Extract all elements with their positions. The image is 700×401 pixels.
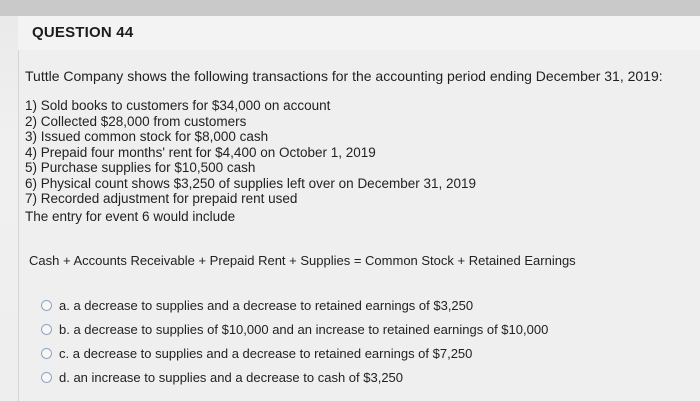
choice-d[interactable] — [41, 365, 681, 389]
top-band — [0, 0, 700, 16]
question-title: QUESTION 44 — [32, 24, 134, 41]
transaction-list — [25, 98, 476, 224]
question-header — [18, 16, 700, 51]
transaction-item: 5) Purchase supplies for $10,500 cash — [25, 160, 256, 175]
radio-button-d[interactable] — [41, 372, 52, 383]
transaction-item: 7) Recorded adjustment for prepaid rent used — [25, 191, 298, 206]
question-intro: Tuttle Company shows the following transactions for the accounting period ending December 31, 2019: — [25, 68, 663, 84]
radio-button-a[interactable] — [41, 300, 52, 311]
choice-c-label: c. a decrease to supplies and a decrease to retained earnings of $7,250 — [59, 345, 473, 361]
question-content — [18, 50, 700, 401]
radio-button-b[interactable] — [41, 324, 52, 335]
transaction-item: 4) Prepaid four months' rent for $4,400 on October 1, 2019 — [25, 144, 376, 160]
transaction-item: 2) Collected $28,000 from customers — [25, 113, 247, 129]
choice-b-label: b. a decrease to supplies of $10,000 and an increase to retained earnings of $10,000 — [59, 321, 549, 337]
choice-b[interactable] — [41, 317, 681, 341]
choice-d-label: d. an increase to supplies and a decrease to cash of $3,250 — [59, 369, 404, 385]
choice-c[interactable] — [41, 341, 681, 365]
transaction-item: 3) Issued common stock for $8,000 cash — [25, 129, 269, 144]
choice-a-label: a. a decrease to supplies and a decrease to retained earnings of $3,250 — [59, 297, 474, 313]
accounting-equation: Cash + Accounts Receivable + Prepaid Rent + Supplies = Common Stock + Retained Earnings — [29, 253, 576, 268]
transaction-item: 1) Sold books to customers for $34,000 on account — [25, 98, 331, 113]
answer-choices — [41, 293, 681, 389]
radio-button-c[interactable] — [41, 348, 52, 359]
choice-a[interactable] — [41, 293, 681, 317]
question-prompt: The entry for event 6 would include — [25, 208, 236, 224]
transaction-item: 6) Physical count shows $3,250 of supplies left over on December 31, 2019 — [25, 175, 477, 191]
